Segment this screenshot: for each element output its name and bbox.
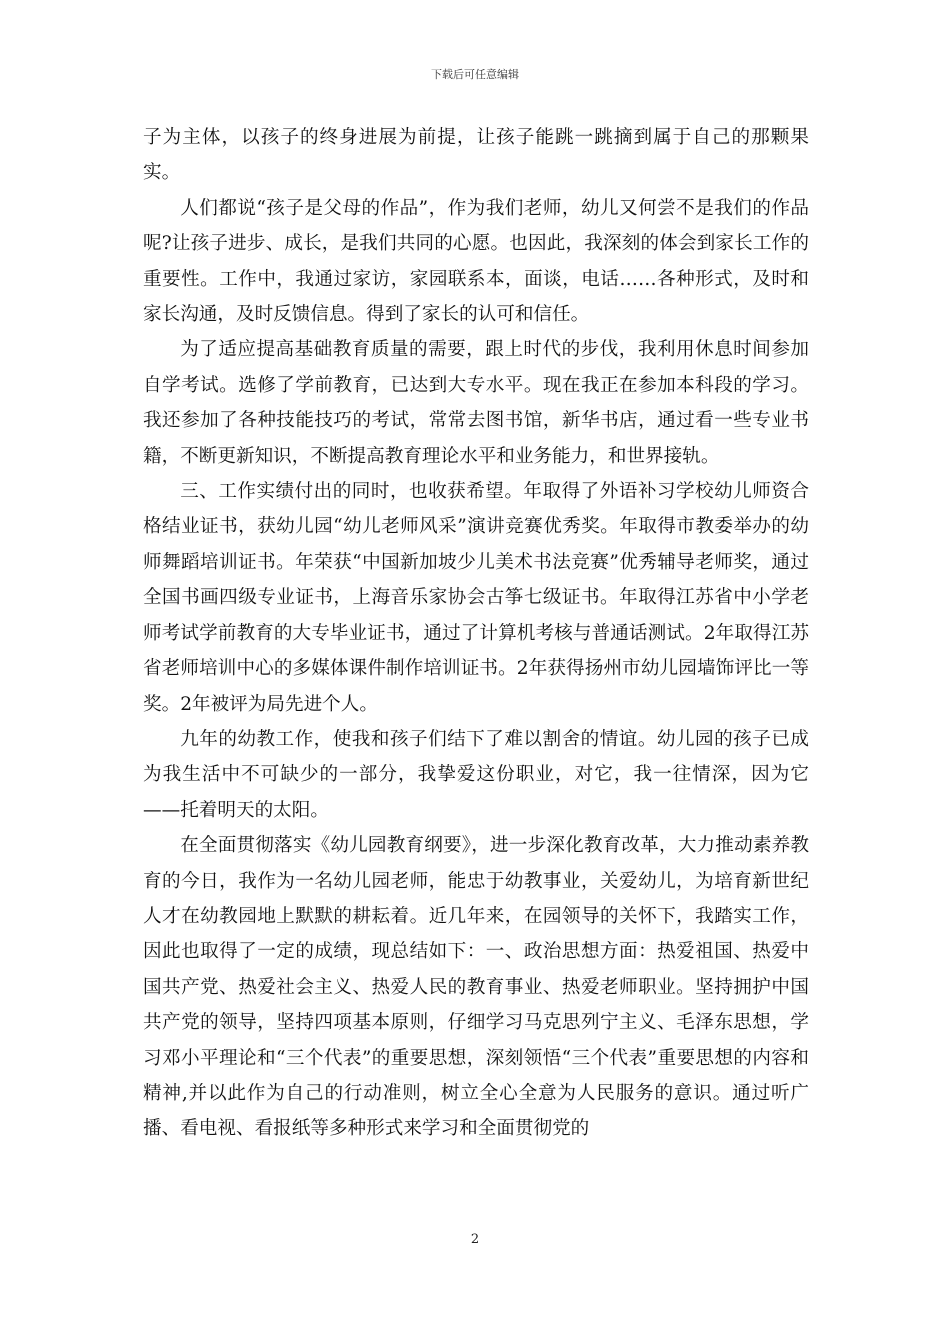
document-body [143,120,809,1147]
paragraph-parents-work: 人们都说“孩子是父母的作品”，作为我们老师，幼儿又何尝不是我们的作品呢?让孩子进步、成长，是我们共同的心愿。也因此，我深刻的体会到家长工作的重要性。工作中，我通过家访，家园联系本，面谈，电话……各种形式，及时和家长沟通，及时反馈信息。得到了家长的认可和信任。 [143,197,809,326]
page-header: 下载后可任意编辑 [431,68,519,81]
page-number: 2 [470,1232,480,1247]
paragraph-nine-years: 九年的幼教工作，使我和孩子们结下了难以割舍的情谊。幼儿园的孩子已成为我生活中不可缺少的一部分，我挚爱这份职业，对它，我一往情深，因为它——托着明天的太阳。 [143,728,809,821]
paragraph-self-study: 为了适应提高基础教育质量的需要，跟上时代的步伐，我利用休息时间参加自学考试。选修了学前教育，已达到大专水平。现在我正在参加本科段的学习。我还参加了各种技能技巧的考试，常常去图书馆，新华书店，通过看一些专业书籍，不断更新知识，不断提高教育理论水平和业务能力，和世界接轨。 [143,339,809,467]
paragraph-achievements: 三、工作实绩付出的同时，也收获希望。年取得了外语补习学校幼儿师资合格结业证书，获幼儿园“幼儿老师风采”演讲竞赛优秀奖。年取得市教委举办的幼师舞蹈培训证书。年荣获“中国新加坡少儿美术书法竞赛”优秀辅导老师奖，通过全国书画四级专业证书，上海音乐家协会古筝七级证书。年取得江苏省中小学老师考试学前教育的大专毕业证书，通过了计算机考核与普通话测试。2年取得江苏省老师培训中心的多媒体课件制作培训证书。2年获得扬州市幼儿园墙饰评比一等奖。2年被评为局先进个人。 [143,481,809,715]
paragraph-summary: 在全面贯彻落实《幼儿园教育纲要》，进一步深化教育改革，大力推动素养教育的今日，我作为一名幼儿园老师，能忠于幼教事业，关爱幼儿，为培育新世纪人才在幼教园地上默默的耕耘着。近几年来，在园领导的关怀下，我踏实工作，因此也取得了一定的成绩，现总结如下：一、政治思想方面：热爱祖国、热爱中国共产党、热爱社会主义、热爱人民的教育事业、热爱老师职业。坚持拥护中国共产党的领导，坚持四项基本原则，仔细学习马克思列宁主义、毛泽东思想，学习邓小平理论和“三个代表”的重要思想，深刻领悟“三个代表”重要思想的内容和精神,并以此作为自己的行动准则，树立全心全意为人民服务的意识。通过听广播、看电视、看报纸等多种形式来学习和全面贯彻党的 [143,835,809,1140]
paragraph-continuation: 子为主体，以孩子的终身进展为前提，让孩子能跳一跳摘到属于自己的那颗果实。 [143,127,809,184]
